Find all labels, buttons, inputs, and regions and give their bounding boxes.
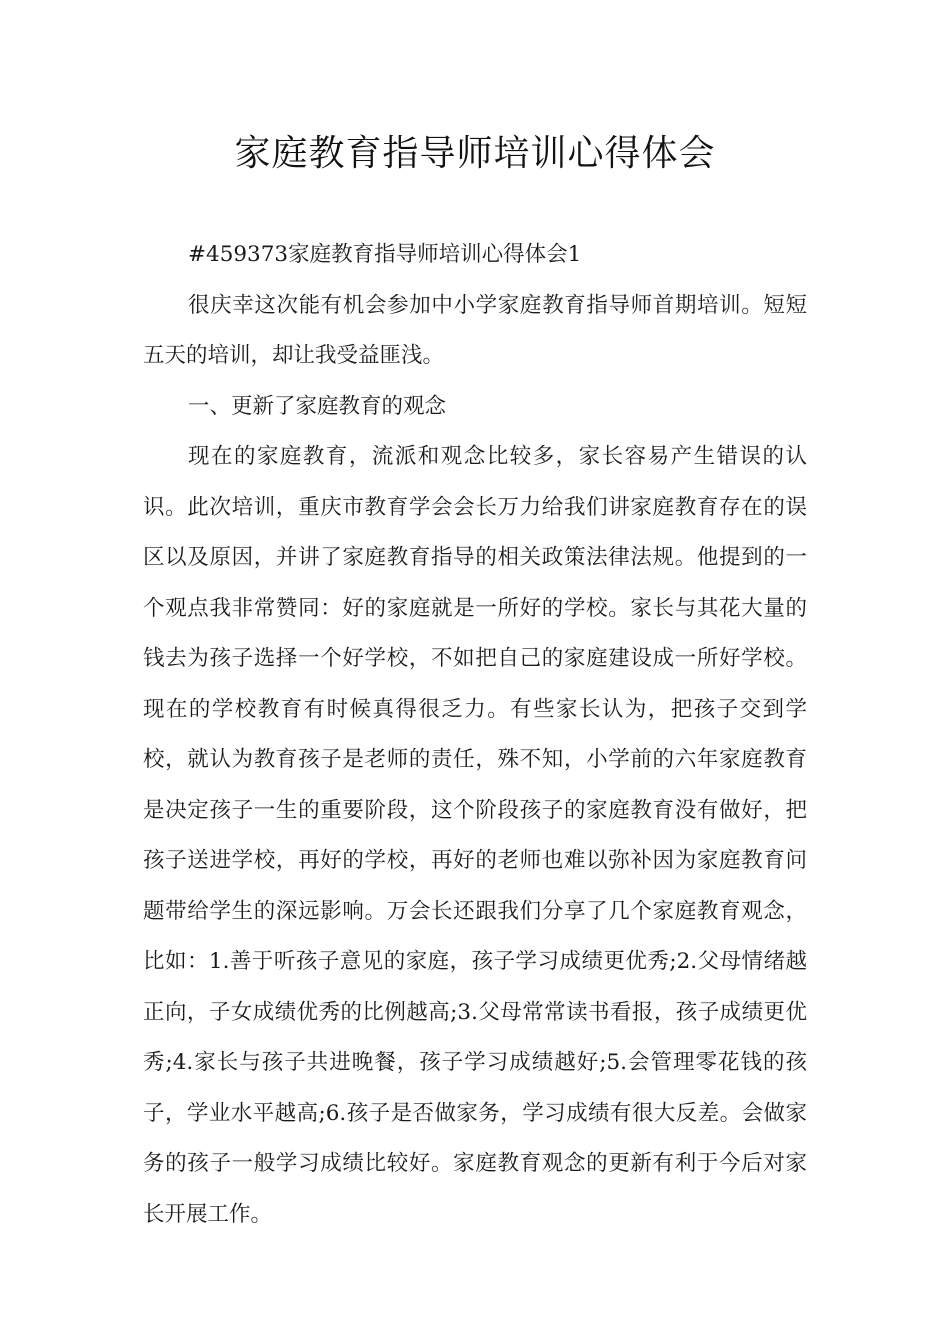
paragraph: 现在的家庭教育，流派和观念比较多，家长容易产生错误的认识。此次培训，重庆市教育学会会长万力给我们讲家庭教育存在的误区以及原因，并讲了家庭教育指导的相关政策法律法规。他提到的一个观点我非常赞同：好的家庭就是一所好的学校。家长与其花大量的钱去为孩子选择一个好学校，不如把自己的家庭建设成一所好学校。现在的学校教育有时候真得很乏力。有些家长认为，把孩子交到学校，就认为教育孩子是老师的责任，殊不知，小学前的六年家庭教育是决定孩子一生的重要阶段，这个阶段孩子的家庭教育没有做好，把孩子送进学校，再好的学校，再好的老师也难以弥补因为家庭教育问题带给学生的深远影响。万会长还跟我们分享了几个家庭教育观念，比如：1.善于听孩子意见的家庭，孩子学习成绩更优秀;2.父母情绪越正向，子女成绩优秀的比例越高;3.父母常常读书看报，孩子成绩更优秀;4.家长与孩子共进晚餐，孩子学习成绩越好;5.会管理零花钱的孩子，学业水平越高;6.孩子是否做家务，学习成绩有很大反差。会做家务的孩子一般学习成绩比较好。家庭教育观念的更新有利于今后对家长开展工作。 <box>143 444 807 1227</box>
paragraph: 很庆幸这次能有机会参加中小学家庭教育指导师首期培训。短短五天的培训，却让我受益匪浅。 <box>143 292 807 368</box>
document-title: 家庭教育指导师培训心得体会 <box>234 133 716 174</box>
document-subtitle: #459373家庭教育指导师培训心得体会1 <box>188 242 582 267</box>
document-body <box>143 230 807 1240</box>
section-heading: 一、更新了家庭教育的观念 <box>188 393 447 419</box>
